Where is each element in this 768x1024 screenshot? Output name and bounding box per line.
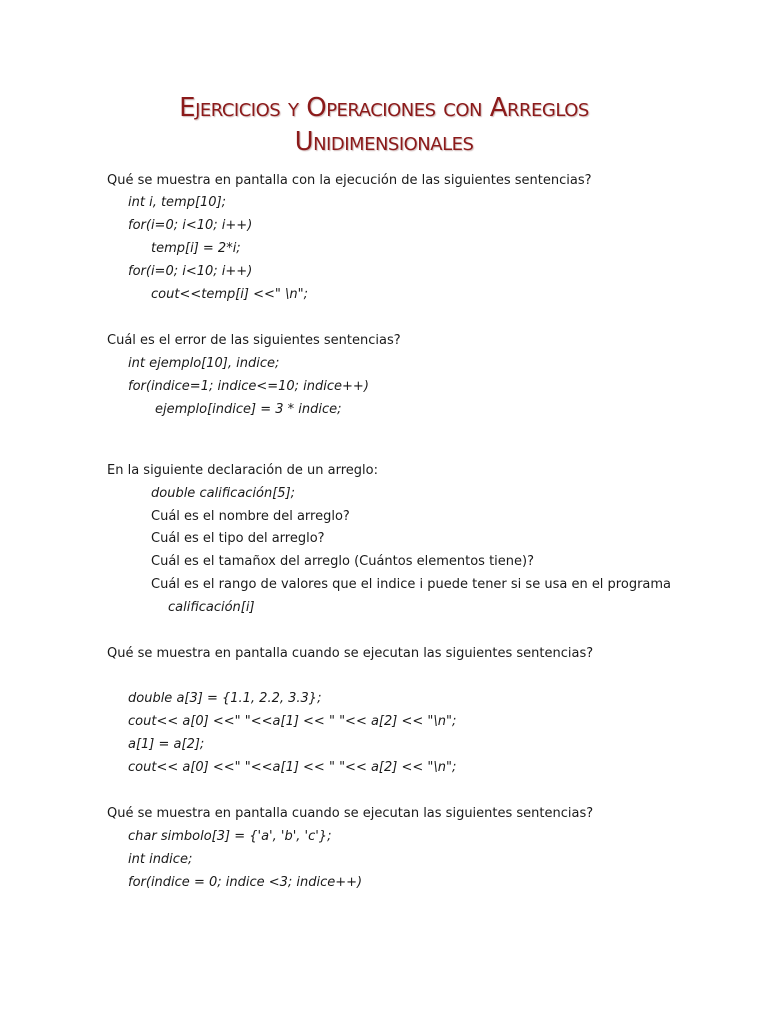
question-4: Qué se muestra en pantalla cuando se ejecutan las siguientes sentencias? [107,646,594,661]
code-line: int indice; [128,852,193,867]
question-1: Qué se muestra en pantalla con la ejecución de las siguientes sentencias? [107,173,592,188]
code-line: for(i=0; i<10; i++) [128,218,253,233]
code-line: cout<<temp[i] <<" \n"; [151,287,308,302]
sub-question: Cuál es el nombre del arreglo? [151,509,350,524]
sub-question: Cuál es el rango de valores que el indice i puede tener si se usa en el programa [151,577,672,592]
sub-question: Cuál es el tamañox del arreglo (Cuántos elementos tiene)? [151,554,534,569]
code-line: temp[i] = 2*i; [151,241,241,256]
code-line: cout<< a[0] <<" "<<a[1] << " "<< a[2] << "\n"; [128,760,457,775]
code-line: double a[3] = {1.1, 2.2, 3.3}; [128,691,322,706]
question-2: Cuál es el error de las siguientes sentencias? [107,333,401,348]
code-line: char simbolo[3] = {'a', 'b', 'c'}; [128,829,332,844]
page-title-line-1: Ejercicios y Operaciones con Arreglos [179,93,589,123]
page-title-line-2: Unidimensionales [294,127,474,157]
code-line: for(indice = 0; indice <3; indice++) [128,875,363,890]
code-line: ejemplo[indice] = 3 * indice; [155,402,342,417]
sub-question: Cuál es el tipo del arreglo? [151,531,325,546]
question-3: En la siguiente declaración de un arreglo: [107,463,378,478]
code-line: cout<< a[0] <<" "<<a[1] << " "<< a[2] << "\n"; [128,714,457,729]
question-5: Qué se muestra en pantalla cuando se ejecutan las siguientes sentencias? [107,806,594,821]
code-line: for(i=0; i<10; i++) [128,264,253,279]
code-line: for(indice=1; indice<=10; indice++) [128,379,369,394]
code-line: a[1] = a[2]; [128,737,205,752]
code-line: int i, temp[10]; [128,195,227,210]
code-line: double calificación[5]; [151,486,296,501]
code-line: calificación[i] [168,600,255,615]
code-line: int ejemplo[10], indice; [128,356,280,371]
